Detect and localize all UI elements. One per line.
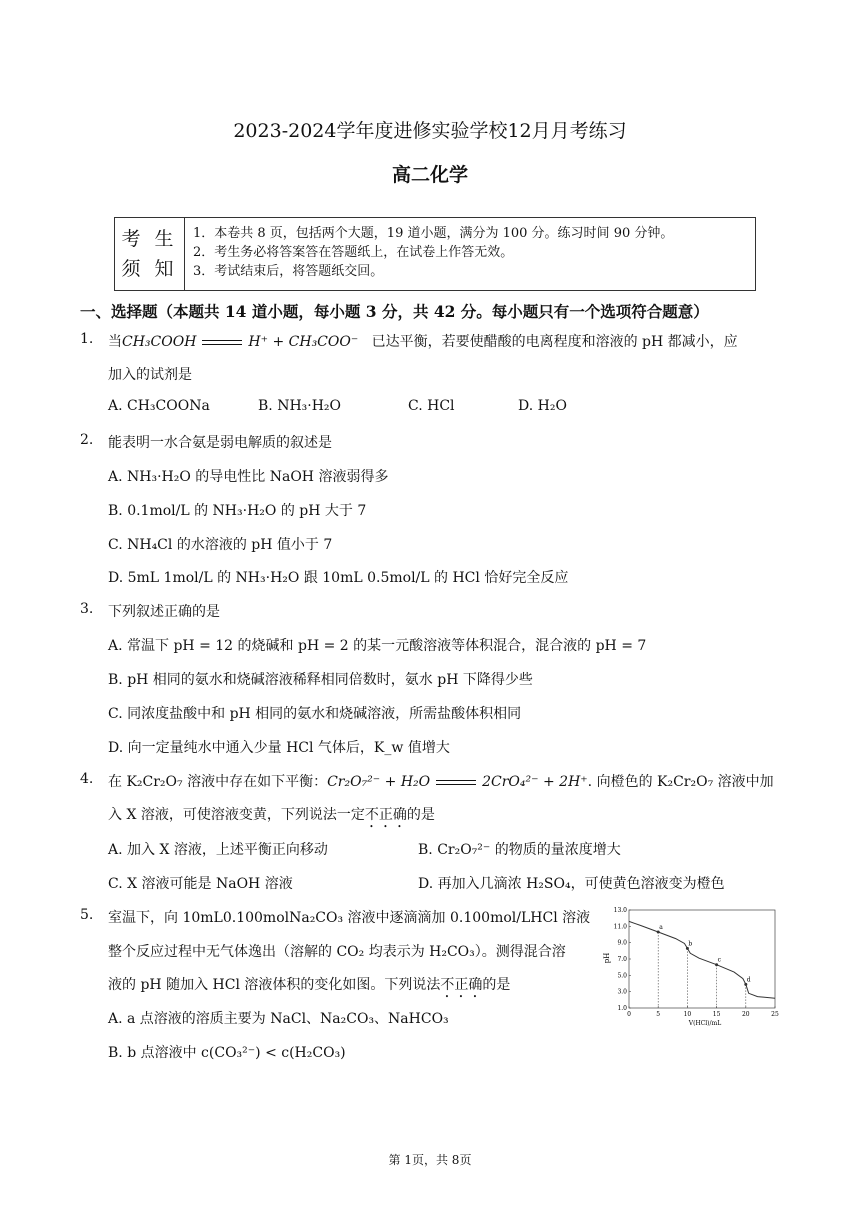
q4-line2-post: 的是: [406, 807, 435, 823]
x-tick-label: 20: [741, 1011, 750, 1018]
q1-eq-left: CH₃COOH: [122, 334, 197, 350]
option: A. 加入 X 溶液，上述平衡正向移动: [108, 842, 328, 858]
notice-item: 3．考试结束后，将答题纸交回。: [193, 264, 384, 279]
page-footer: 第 1页，共 8页: [388, 1153, 472, 1167]
notice-label-line2: 须 知: [121, 258, 178, 280]
option: D. 再加入几滴浓 H₂SO₄，可使黄色溶液变为橙色: [418, 876, 725, 892]
question-number: 2.: [80, 432, 94, 448]
option: C. NH₄Cl 的水溶液的 pH 值小于 7: [108, 537, 333, 553]
point-label: c: [717, 956, 721, 964]
option: C. X 溶液可能是 NaOH 溶液: [108, 876, 293, 892]
question-5-line1: 室温下，向 10mL0.100molNa₂CO₃ 溶液中逐滴滴加 0.100mol/LHCl 溶液: [108, 910, 591, 926]
option: D. 向一定量纯水中通入少量 HCl 气体后，K_w 值增大: [108, 740, 450, 756]
q1-post: 已达平衡，若要使醋酸的电离程度和溶液的 pH 都减小，应: [371, 334, 738, 350]
y-tick-label: 7.0: [617, 956, 627, 963]
question-number: 5.: [80, 907, 94, 923]
question-3-stem: 下列叙述正确的是: [108, 604, 220, 620]
option: A. 常温下 pH = 12 的烧碱和 pH = 2 的某一元酸溶液等体积混合，混合液的 pH = 7: [108, 638, 647, 654]
point-label: a: [659, 924, 663, 932]
option: A. a 点溶液的溶质主要为 NaCl、Na₂CO₃、NaHCO₃: [108, 1011, 449, 1027]
notice-label-line1: 考 生: [121, 228, 178, 250]
x-tick-label: 25: [771, 1011, 779, 1018]
ph-curve: [629, 921, 775, 998]
question-5-line2: 整个反应过程中无气体逸出（溶解的 CO₂ 均表示为 H₂CO₃）。测得混合溶: [108, 944, 566, 960]
option: C. HCl: [408, 398, 455, 414]
point-label: b: [688, 940, 693, 948]
option: B. b 点溶液中 c(CO₃²⁻) < c(H₂CO₃): [108, 1045, 346, 1061]
q1-eq-right: H⁺ + CH₃COO⁻: [248, 334, 359, 350]
q5-line3-pre: 液的 pH 随加入 HCl 溶液体积的变化如图。下列说法: [108, 977, 441, 993]
x-tick-label: 0: [627, 1011, 631, 1018]
q4-post: . 向橙色的 K₂Cr₂O₇ 溶液中加: [587, 774, 774, 790]
equilibrium-arrow-icon: [202, 337, 242, 347]
emphasis-text: 不正确: [440, 977, 483, 993]
option: A. CH₃COONa: [108, 398, 210, 414]
question-4-line2: [108, 804, 435, 831]
option: B. pH 相同的氨水和烧碱溶液稀释相同倍数时，氨水 pH 下降得少些: [108, 672, 533, 688]
question-number: 3.: [80, 601, 94, 617]
option: B. NH₃·H₂O: [258, 398, 342, 414]
y-tick-label: 1.0: [617, 1005, 627, 1012]
notice-item: 2．考生务必将答案答在答题纸上，在试卷上作答无效。: [193, 245, 514, 260]
q1-pre: 当: [108, 334, 122, 350]
notice-item: 1．本卷共 8 页，包括两个大题，19 道小题，满分为 100 分。练习时间 90 分钟。: [193, 226, 674, 241]
x-tick-label: 5: [656, 1011, 661, 1018]
point-label: d: [746, 976, 751, 984]
option: A. NH₃·H₂O 的导电性比 NaOH 溶液弱得多: [108, 469, 389, 485]
y-axis-label: pH: [603, 952, 611, 964]
exam-notice-box: [114, 217, 756, 291]
q4-eq-right: 2CrO₄²⁻ + 2H⁺: [482, 774, 588, 790]
question-5-line3: [108, 974, 510, 1001]
question-number: 4.: [80, 771, 94, 787]
y-tick-label: 13.0: [613, 907, 627, 914]
ph-titration-chart: [603, 904, 783, 1028]
q4-line2-pre: 入 X 溶液，可使溶液变黄，下列说法一定: [108, 807, 365, 823]
question-1-line1: [108, 331, 738, 351]
option: D. H₂O: [518, 398, 567, 414]
option: C. 同浓度盐酸中和 pH 相同的氨水和烧碱溶液，所需盐酸体积相同: [108, 706, 522, 722]
y-tick-label: 5.0: [617, 972, 627, 980]
y-tick-label: 9.0: [617, 939, 627, 947]
option: D. 5mL 1mol/L 的 NH₃·H₂O 跟 10mL 0.5mol/L 的 HCl 恰好完全反应: [108, 570, 569, 586]
question-4-line1: [108, 771, 774, 791]
x-axis-label: V(HCl)/mL: [688, 1020, 722, 1027]
question-number: 1.: [80, 331, 94, 347]
y-tick-label: 11.0: [613, 923, 627, 931]
notice-items: [193, 224, 673, 281]
section-heading: 一、选择题（本题共 14 道小题，每小题 3 分，共 42 分。每小题只有一个选项符合题意）: [80, 302, 709, 321]
option: B. Cr₂O₇²⁻ 的物质的量浓度增大: [418, 842, 621, 858]
question-1-line2: 加入的试剂是: [108, 367, 192, 383]
option: B. 0.1mol/L 的 NH₃·H₂O 的 pH 大于 7: [108, 503, 367, 519]
q5-line3-post: 的是: [482, 977, 511, 993]
x-tick-label: 10: [683, 1011, 692, 1018]
subject-title: 高二化学: [391, 164, 468, 186]
question-2-stem: 能表明一水合氨是弱电解质的叙述是: [108, 435, 332, 451]
y-tick-label: 3.0: [617, 988, 627, 996]
emphasis-text: 不正确: [364, 807, 407, 823]
q4-eq-left: Cr₂O₇²⁻ + H₂O: [327, 774, 431, 790]
equilibrium-arrow-icon: [436, 777, 476, 787]
x-tick-label: 15: [712, 1011, 721, 1018]
notice-label: [115, 218, 185, 290]
page-title: 2023-2024学年度进修实验学校12月月考练习: [233, 120, 627, 142]
q4-pre: 在 K₂Cr₂O₇ 溶液中存在如下平衡：: [108, 774, 328, 790]
